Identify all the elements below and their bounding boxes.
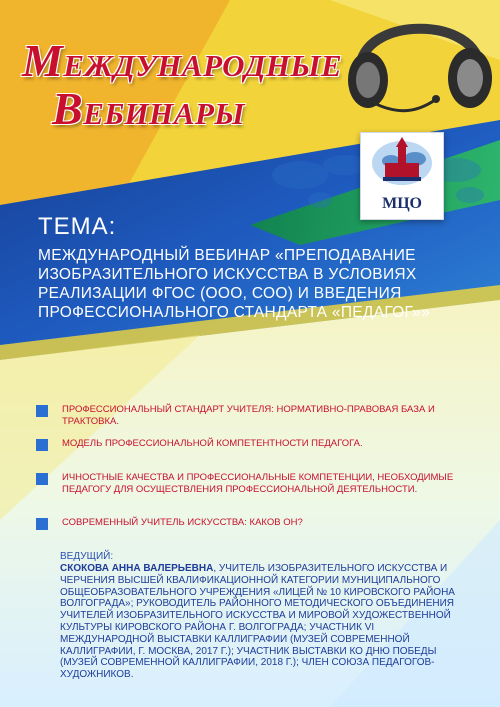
headphones-icon [340, 0, 500, 120]
kremlin-icon [361, 133, 443, 193]
logo-text: МЦО [382, 195, 422, 212]
host-name: СКОКОВА АННА ВАЛЕРЬЕВНА [60, 563, 214, 574]
title-initial-1: М [22, 35, 64, 86]
host-bio: , УЧИТЕЛЬ ИЗОБРАЗИТЕЛЬНОГО ИСКУССТВА И ЧЕРЧЕНИЯ ВЫСШЕЙ КВАЛИФИКАЦИОННОЙ КАТЕГОРИИ МУНИЦИПАЛЬНОГО ОБЩЕОБРАЗОВАТЕЛЬНОГО УЧРЕЖДЕНИЯ «ЛИЦЕЙ № 10 КИРОВСКОГО РАЙОНА ВОЛГОГРАДА»; РУКОВОДИТЕЛЬ РАЙОННОГО МЕТОДИЧЕСКОГО ОБЪЕДИНЕНИЯ УЧИТЕЛЕЙ ИЗОБРАЗИТЕЛЬНОГО ИСКУССТВА И МИРОВОЙ ХУДОЖЕСТВЕННОЙ КУЛЬТУРЫ КИРОВСКОГО РАЙОНА Г. ВОЛГОГРАДА; УЧАСТНИК VI МЕЖДУНАРОДНОЙ ВЫСТАВКИ КАЛЛИГРАФИИ (МУЗЕЙ СОВРЕМЕННОЙ КАЛЛИГРАФИИ, Г. МОСКВА, 2017 Г.); УЧАСТНИК ВЫСТАВКИ КО ДНЮ ПОБЕДЫ (МУЗЕЙ СОВРЕМЕННОЙ КАЛЛИГРАФИИ, 2018 Г.); ЧЛЕН СОЮЗА ПЕДАГОГОВ-ХУДОЖНИКОВ. [60, 563, 455, 681]
topic-label: ТЕМА: [38, 213, 117, 240]
bullet-text: МОДЕЛЬ ПРОФЕССИОНАЛЬНОЙ КОМПЕТЕНТНОСТИ ПЕДАГОГА. [62, 438, 363, 449]
bullet-square-icon [36, 405, 48, 417]
host-label: ВЕДУЩИЙ: [60, 551, 114, 562]
title-rest-1: ЕЖДУНАРОДНЫЕ [63, 48, 343, 83]
bullet-text: СОВРЕМЕННЫЙ УЧИТЕЛЬ ИСКУССТВА: КАКОВ ОН? [62, 517, 303, 528]
title-initial-2: В [52, 83, 84, 134]
bullet-text: ИЧНОСТНЫЕ КАЧЕСТВА И ПРОФЕССИОНАЛЬНЫЕ КОМПЕТЕНЦИИ, НЕОБХОДИМЫЕ ПЕДАГОГУ ДЛЯ ОСУЩЕСТВЛЕНИЯ ПРОФЕССИОНАЛЬНОЙ ДЕЯТЕЛЬНОСТИ. [62, 472, 454, 495]
mco-logo [360, 132, 444, 220]
title-line-1 [22, 34, 342, 87]
bullet-text: ПРОФЕССИОНАЛЬНЫЙ СТАНДАРТ УЧИТЕЛЯ: НОРМАТИВНО-ПРАВОВАЯ БАЗА И ТРАКТОВКА. [62, 404, 435, 427]
bullet-square-icon [36, 518, 48, 530]
title-line-2 [52, 82, 245, 135]
title-rest-2: ЕБИНАРЫ [83, 96, 245, 131]
topic-text: МЕЖДУНАРОДНЫЙ ВЕБИНАР «ПРЕПОДАВАНИЕ ИЗОБРАЗИТЕЛЬНОГО ИСКУССТВА В УСЛОВИЯХ РЕАЛИЗАЦИИ ФГОС (ООО, СОО) И ВВЕДЕНИЯ ПРОФЕССИОНАЛЬНОГО СТАНДАРТА «ПЕДАГОГ»» [38, 247, 431, 321]
host-description [60, 563, 460, 681]
bullet-square-icon [36, 439, 48, 451]
bullet-square-icon [36, 473, 48, 485]
